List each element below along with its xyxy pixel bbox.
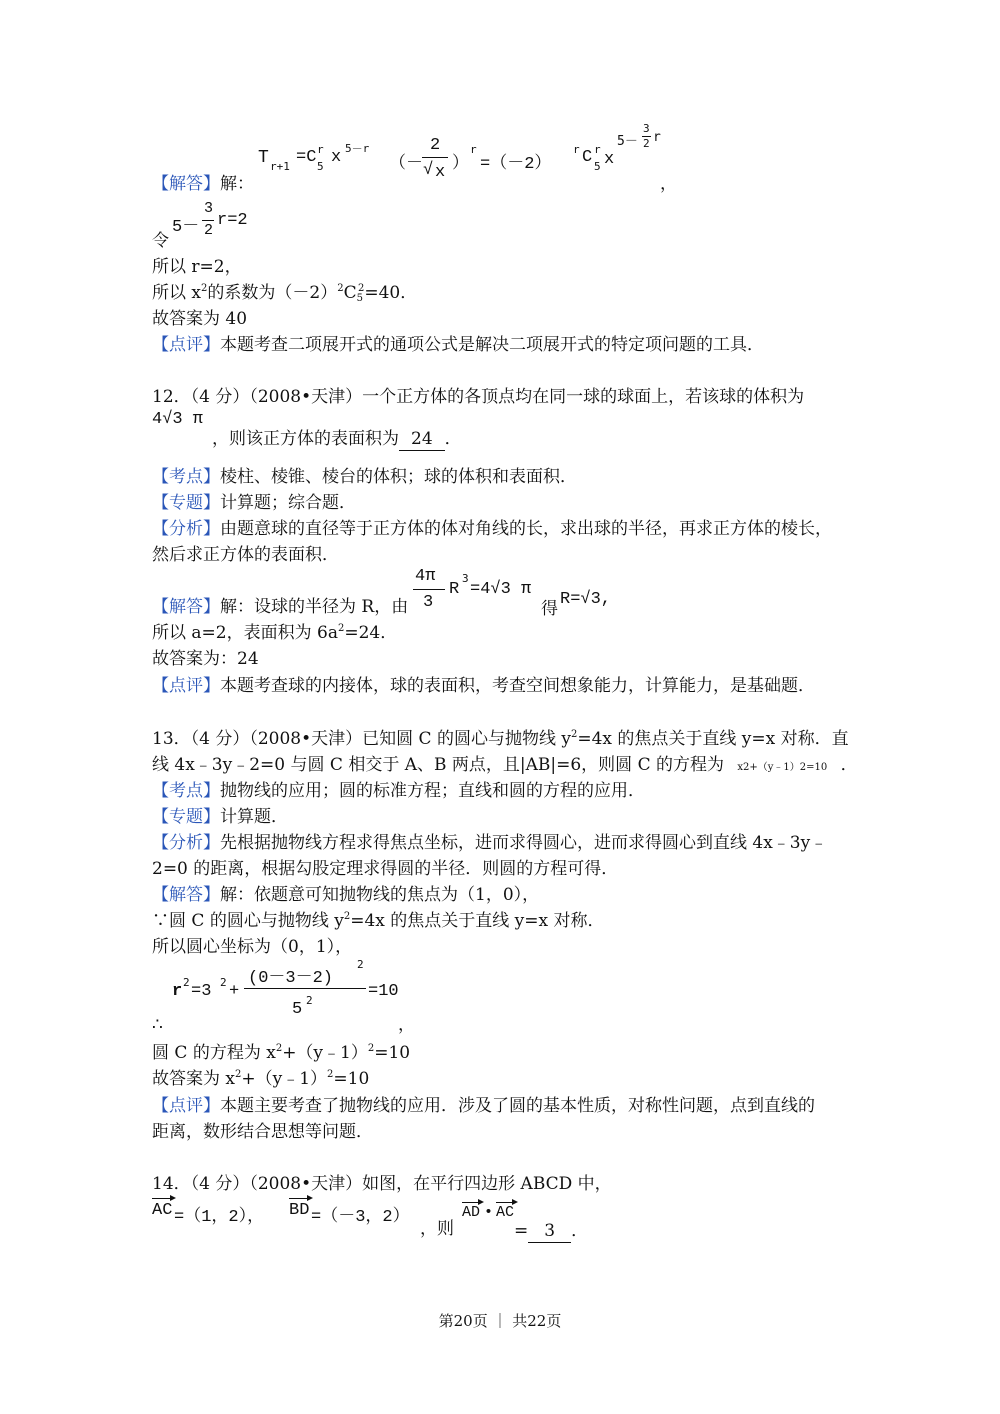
q13-kaodian: 【考点】抛物线的应用；圆的标准方程；直线和圆的方程的应用． xyxy=(152,781,645,801)
q11-comment: 【点评】本题考查二项展开式的通项公式是解决二项展开式的特定项问题的工具． xyxy=(152,335,764,355)
q11-fraction-bar xyxy=(422,157,448,158)
q12-fenxi: 【分析】由题意球的直径等于正方体的体对角线的长，求出球的半径，再求正方体的棱长， xyxy=(152,519,832,539)
vector-arrow-icon xyxy=(152,1198,174,1199)
q13-comment-line2: 距离，数形结合思想等问题． xyxy=(152,1122,373,1142)
q12-answer-blank: 24 xyxy=(399,428,445,451)
q13-because-line: ∵圆 C 的圆心与抛物线 $y^2=4x$ 的焦点关于直线 y=x 对称． xyxy=(152,911,605,931)
q14-stem: 14．（4 分）（2008•天津）如图，在平行四边形 ABCD 中， xyxy=(152,1174,612,1194)
q13-comment: 【点评】本题主要考查了抛物线的应用．涉及了圆的基本性质，对称性问题，点到直线的 xyxy=(152,1096,815,1116)
q13-center-line: 所以圆心坐标为（0，1）， xyxy=(152,937,353,957)
q13-answer-line: 故答案为 $x^2+(y﹣1)^2=10$ xyxy=(152,1069,370,1089)
q13-zhuanti: 【专题】计算题． xyxy=(152,807,288,827)
q12-stem: 12．（4 分）（2008•天津）一个正方体的各顶点均在同一球的球面上，若该球的体积为 xyxy=(152,387,805,407)
q12-solution: 【解答】解：设球的半径为 R，由 xyxy=(152,597,409,617)
q12-comment: 【点评】本题考查球的内接体，球的表面积，考查空间想象能力，计算能力，是基础题． xyxy=(152,676,815,696)
sqrt-icon: √ xyxy=(423,161,434,180)
q12-stem-line2: ，则该正方体的表面积为 24 ． xyxy=(212,429,462,449)
q14-answer-blank: 3 xyxy=(528,1220,571,1243)
q12-kaodian: 【考点】棱柱、棱锥、棱台的体积；球的体积和表面积． xyxy=(152,467,577,487)
q11-solution-line: 【解答】解： xyxy=(152,174,254,194)
q12-answer-line: 故答案为：24 xyxy=(152,649,259,669)
q11-r-line: 所以 r=2， xyxy=(152,257,242,277)
q13-stem-line2: 线 4x﹣3y﹣2=0 与圆 C 相交于 A、B 两点，且|AB|=6，则圆 C 的方程为 x2+（y﹣1）2=10 ． xyxy=(152,755,858,775)
page-footer: 第20页 ｜ 共22页 xyxy=(438,1312,562,1330)
q13-answer-small: x2+（y﹣1）2=10 xyxy=(737,762,828,773)
q11-answer-line: 故答案为 40 xyxy=(152,309,248,329)
q12-fenxi-line2: 然后求正方体的表面积． xyxy=(152,545,339,565)
vector-arrow-icon xyxy=(496,1202,516,1203)
q13-stem-line1: 13．（4 分）（2008•天津）已知圆 C 的圆心与抛物线 $y^2=4x$ 的焦点关于直线 y=x 对称．直 xyxy=(152,729,849,749)
q13-solution: 【解答】解：依题意可知抛物线的焦点为（1，0）， xyxy=(152,885,540,905)
q13-fenxi-line2: 2=0 的距离，根据勾股定理求得圆的半径．则圆的方程可得． xyxy=(152,859,619,879)
q11-coefficient-line: 所以 $x^2$的系数为$(-2)^2C_5^2=40$． xyxy=(152,283,418,304)
vector-arrow-icon xyxy=(289,1198,311,1199)
q13-fenxi: 【分析】先根据抛物线方程求得焦点坐标，进而求得圆心，进而求得圆心到直线 4x﹣3y﹣ xyxy=(152,833,828,853)
q12-surface-line: 所以 a=2，表面积为 $6a^2=24$． xyxy=(152,623,398,643)
vector-arrow-icon xyxy=(462,1202,482,1203)
q12-zhuanti: 【专题】计算题；综合题． xyxy=(152,493,356,513)
q13-circle-equation: 圆 C 的方程为 $x^2+(y﹣1)^2=10$ xyxy=(152,1043,411,1063)
